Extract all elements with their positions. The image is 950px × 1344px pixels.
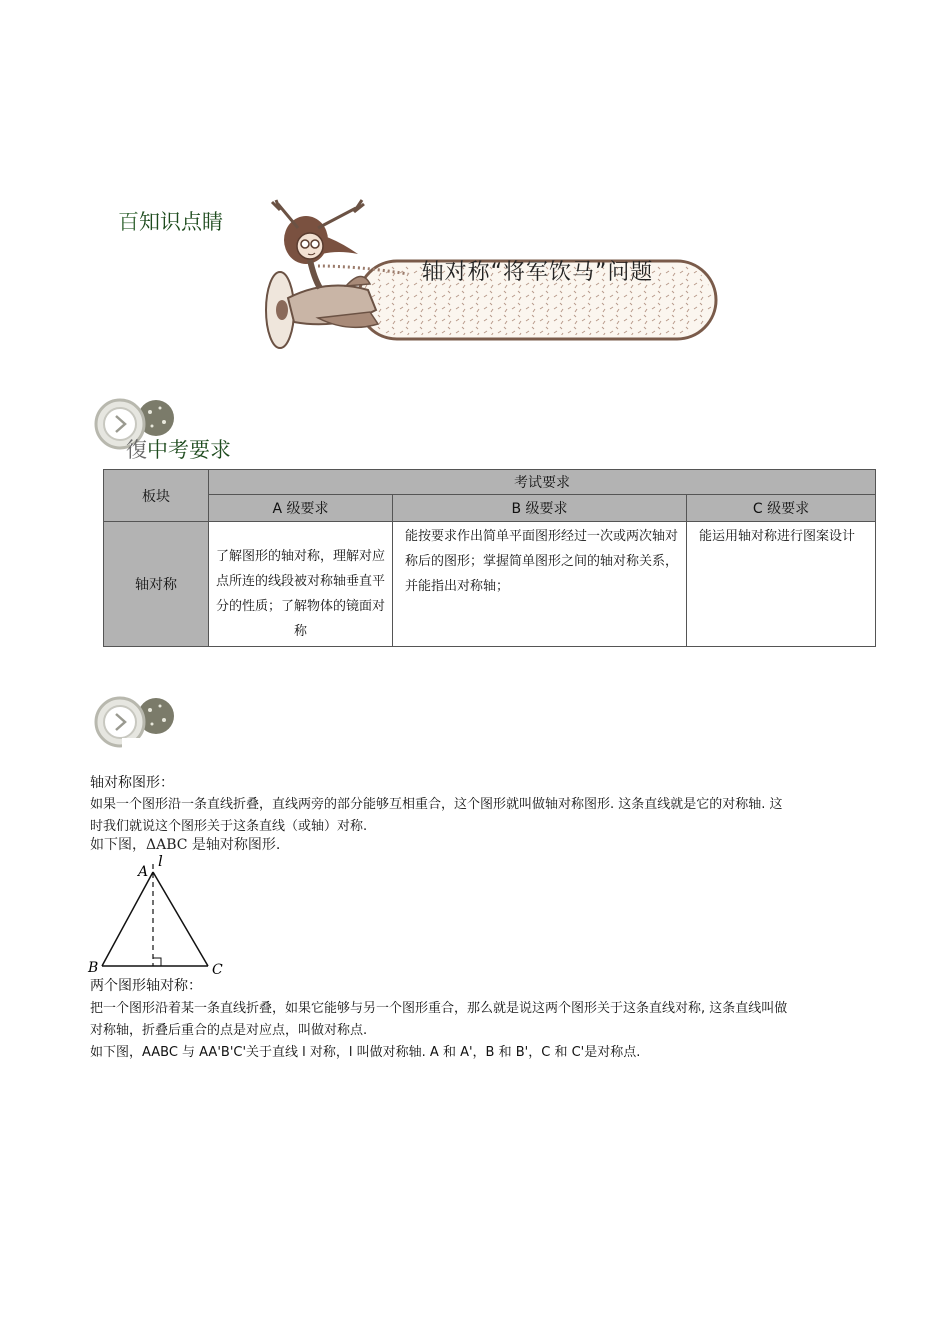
two-figures-symmetric-heading: 两个图形轴对称： (90, 978, 202, 994)
section-prefix: 復 (126, 438, 147, 462)
axis-label-l: l (158, 852, 163, 870)
vertex-label-c: C (212, 962, 223, 978)
paragraph-line: 对称轴，折叠后重合的点是对应点，叫做对称点. (90, 1023, 368, 1038)
cell-level-b: 能按要求作出简单平面图形经过一次或两次轴对称后的图形；掌握简单图形之间的轴对称关系，并能指出对称轴； (393, 522, 687, 647)
section-title: 中考要求 (147, 438, 231, 462)
knowledge-heading (118, 206, 223, 236)
cell-level-c: 能运用轴对称进行图案设计 (687, 522, 876, 647)
axis-symmetric-figure-heading: 轴对称图形： (90, 775, 174, 791)
paragraph-line: 把一个图形沿着某一条直线折叠，如果它能够与另一个图形重合，那么就是说这两个图形关于这条直线对称, 这条直线叫做 (90, 1001, 788, 1016)
vertex-label-a: A (138, 864, 149, 880)
exam-requirements-heading (126, 434, 231, 464)
heading-prefix: 百 (118, 210, 139, 234)
paragraph-line: 时我们就说这个图形关于这条直线（或轴）对称. (90, 819, 368, 834)
cell-level-a: 了解图形的轴对称，理解对应点所连的线段被对称轴垂直平分的性质；了解物体的镜面对称 (209, 522, 393, 647)
figure-caption: 如下图，ΔABC 是轴对称图形. (90, 837, 281, 853)
header-level-a: A 级要求 (209, 495, 393, 522)
heading-title: 知识点睛 (139, 210, 223, 234)
paragraph-line: 如下图，AABC 与 AA'B'C'关于直线 l 对称，l 叫做对称轴. A 和 A'，B 和 B'，C 和 C'是对称点. (90, 1045, 641, 1060)
paragraph-line: 如果一个图形沿一条直线折叠，直线两旁的部分能够互相重合，这个图形就叫做轴对称图形. 这条直线就是它的对称轴. 这 (90, 797, 783, 812)
header-block: 板块 (104, 470, 209, 522)
requirements-table (103, 469, 876, 647)
row-label: 轴对称 (104, 522, 209, 647)
triangle-figure (86, 850, 236, 978)
banner-title: 轴对称“将军饮马”问题 (421, 260, 654, 285)
section-emblem-icon (92, 690, 176, 760)
vertex-label-b: B (88, 960, 99, 976)
header-exam: 考试要求 (209, 470, 876, 495)
header-level-b: B 级要求 (393, 495, 687, 522)
header-level-c: C 级要求 (687, 495, 876, 522)
